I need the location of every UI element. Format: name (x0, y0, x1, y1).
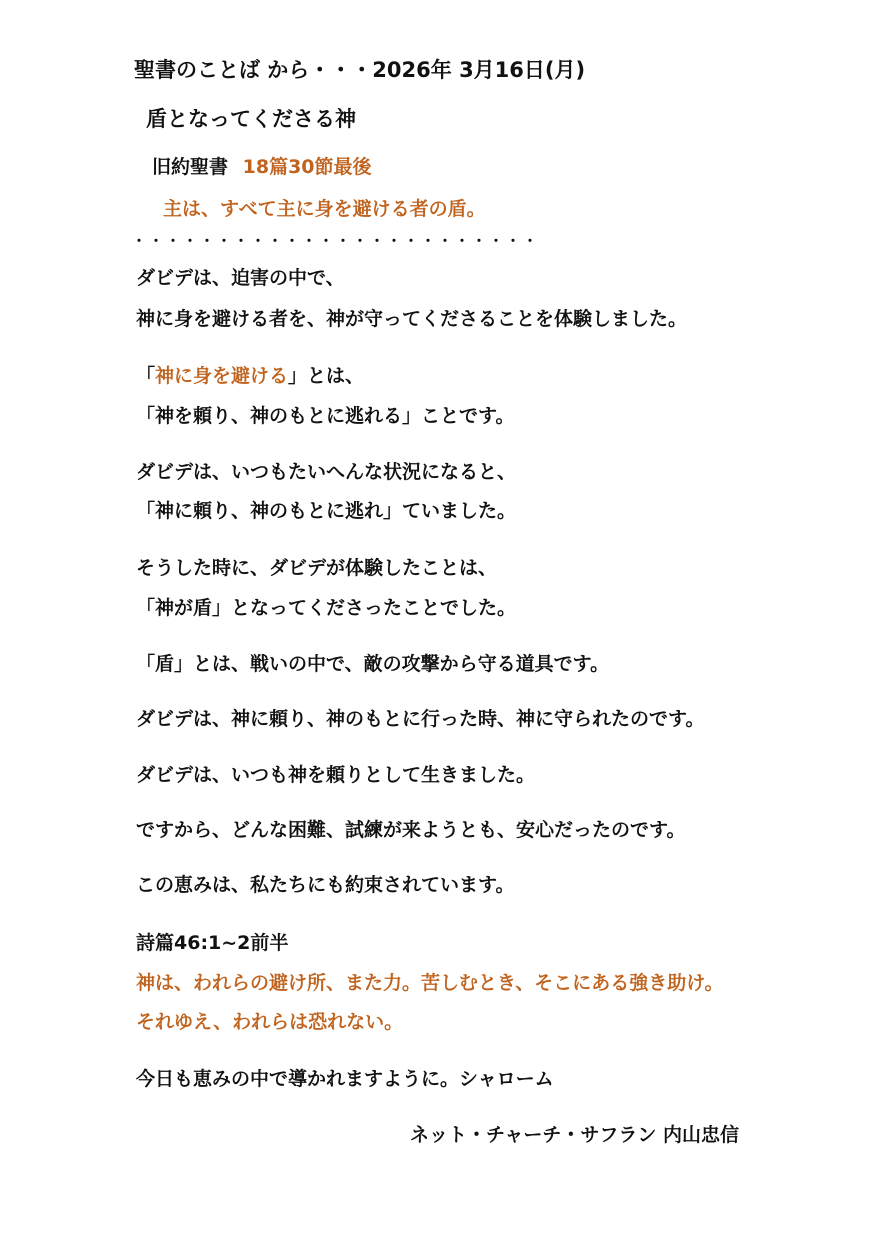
dotted-separator: ・・・・・・・・・・・・・・・・・・・・・・・・ (132, 234, 540, 250)
paragraph-line: ダビデは、迫害の中で、 (136, 267, 345, 289)
paragraph-line: この恵みは、私たちにも約束されています。 (136, 874, 515, 896)
scripture-reference (152, 155, 372, 179)
scripture-verse-line: それゆえ、われらは恐れない。 (136, 1011, 404, 1033)
paragraph-line: ダビデは、いつも神を頼りとして生きました。 (136, 764, 536, 786)
paragraph-line: ですから、どんな困難、試練が来ようとも、安心だったのです。 (136, 819, 686, 841)
reference-prefix: 旧約聖書 (152, 156, 229, 178)
quote-open: 「 (136, 365, 156, 387)
paragraph-line: 「神に頼り、神のもとに逃れ」ていました。 (136, 500, 517, 522)
paragraph-line: 神に身を避ける者を、神が守ってくださることを体験しました。 (136, 308, 688, 330)
quote-rest: 」とは、 (288, 365, 365, 387)
paragraph-line: そうした時に、ダビデが体験したことは、 (136, 557, 498, 579)
paragraph-line: ダビデは、神に頼り、神のもとに行った時、神に守られたのです。 (136, 708, 705, 730)
paragraph-line (136, 364, 364, 388)
scripture-reference-2: 詩篇46:1~2前半 (136, 932, 289, 954)
signature: ネット・チャーチ・サフラン 内山忠信 (410, 1124, 740, 1146)
reference-verse: 18篇30節最後 (242, 156, 372, 178)
page-title: 盾となってくださる神 (146, 107, 356, 131)
paragraph-line: 「盾」とは、戦いの中で、敵の攻撃から守る道具です。 (136, 653, 610, 675)
scripture-verse-line: 神は、われらの避け所、また力。苦しむとき、そこにある強き助け。 (136, 972, 724, 994)
paragraph-line: 「神を頼り、神のもとに逃れる」ことです。 (136, 405, 515, 427)
source-line: 聖書のことば から・・・2026年 3月16日(月) (134, 58, 586, 82)
highlighted-phrase: 神に身を避ける (155, 365, 289, 387)
key-verse: 主は、すべて主に身を避ける者の盾。 (163, 198, 486, 220)
closing-line: 今日も恵みの中で導かれますように。シャローム (136, 1068, 554, 1090)
paragraph-line: 「神が盾」となってくださったことでした。 (136, 597, 517, 619)
paragraph-line: ダビデは、いつもたいへんな状況になると、 (136, 461, 517, 483)
